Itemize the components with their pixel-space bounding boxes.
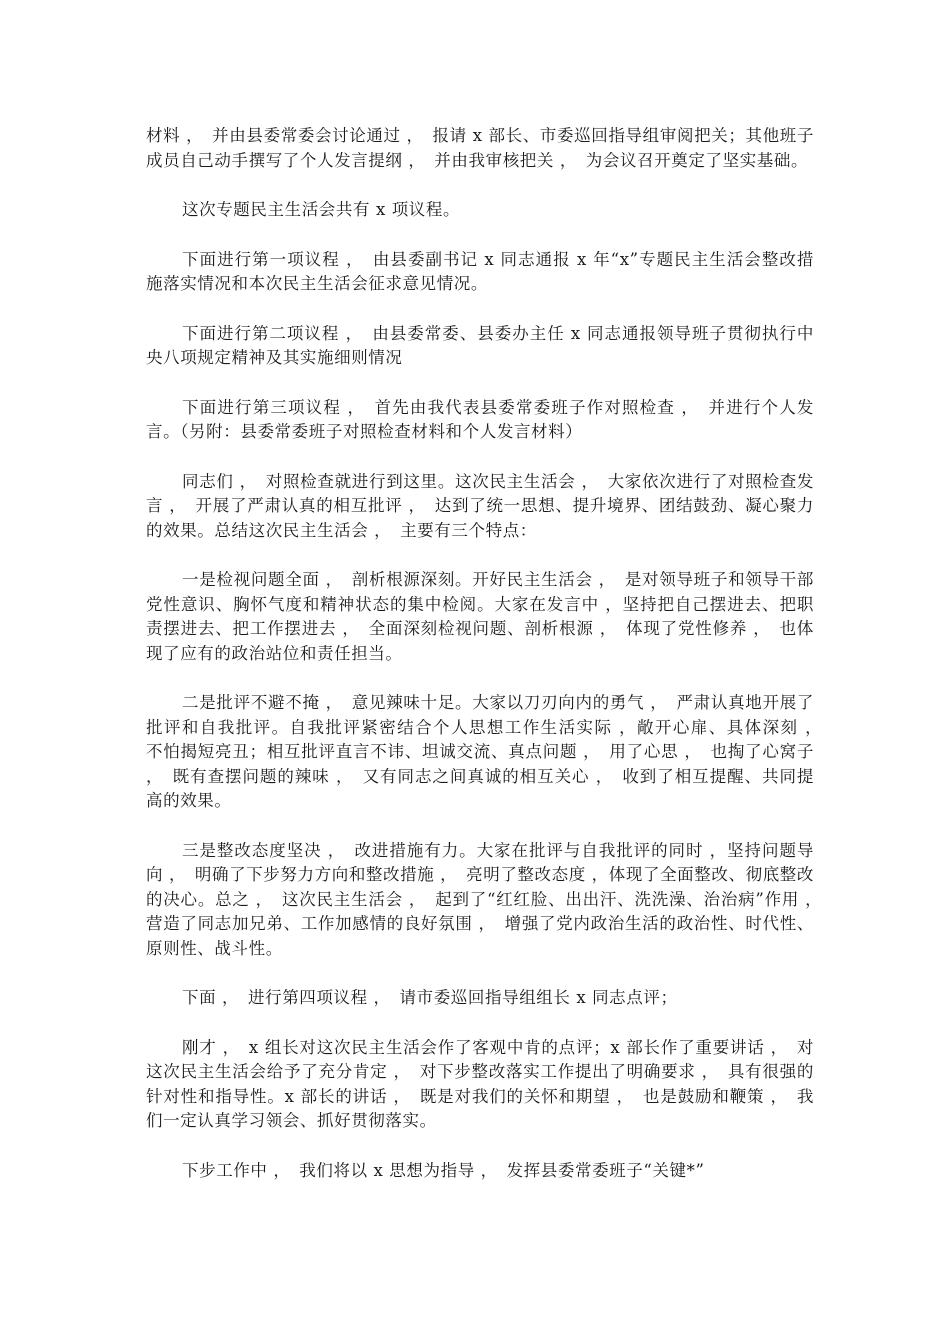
- paragraph: 二是批评不避不掩 ， 意见辣味十足。大家以刀刃向内的勇气 ， 严肃认真地开展了批评和自我批评。自我批评紧密结合个人思想工作生活实际 ，敞开心扉、具体深刻 ， 不怕揭短亮丑；相互批评直言不讳、坦诚交流、真点问题 ， 用了心思 ， 也掏了心窝子 ， 既有查摆问题的辣味 ， 又有同志之间真诚的相互关心 ， 收到了相互提醒、共同提高的效果。: [146, 693, 832, 810]
- paragraph: 材料 ， 并由县委常委会讨论通过 ， 报请 x 部长、市委巡回指导组审阅把关；其他班子成员自己动手撰写了个人发言提纲 ， 并由我审核把关 ， 为会议召开奠定了坚实基础。: [146, 126, 814, 170]
- paragraph: 下面 ， 进行第四项议程 ， 请市委巡回指导组组长 x 同志点评；: [182, 988, 678, 1007]
- paragraph: 下面进行第一项议程 ， 由县委副书记 x 同志通报 x 年“x”专题民主生活会整改措施落实情况和本次民主生活会征求意见情况。: [146, 249, 814, 293]
- paragraph: 下面进行第二项议程 ， 由县委常委、县委办主任 x 同志通报领导班子贯彻执行中央八项规定精神及其实施细则情况: [146, 323, 814, 367]
- paragraph: 同志们 ， 对照检查就进行到这里。这次民主生活会 ， 大家依次进行了对照检查发言 ， 开展了严肃认真的相互批评 ， 达到了统一思想、提升境界、团结鼓劲、凝心聚力的效果。总结这次民主生活会 ， 主要有三个特点：: [146, 471, 814, 540]
- paragraph: 下步工作中 ， 我们将以 x 思想为指导 ， 发挥县委常委班子“关键*”: [182, 1160, 705, 1180]
- paragraph: 这次专题民主生活会共有 x 项议程。: [182, 200, 461, 219]
- paragraph: 一是检视问题全面 ， 剖析根源深刻。开好民主生活会 ， 是对领导班子和领导干部党性意识、胸怀气度和精神状态的集中检阅。大家在发言中 ，坚持把自己摆进去、把职责摆进去、把工作摆进去 ， 全面深刻检视问题、剖析根源 ， 体现了党性修养 ， 也体现了应有的政治站位和责任担当。: [146, 570, 814, 663]
- document-body: [146, 124, 832, 1183]
- paragraph: 三是整改态度坚决 ， 改进措施有力。大家在批评与自我批评的同时 ，坚持问题导向 ， 明确了下步努力方向和整改措施 ， 亮明了整改态度 ，体现了全面整改、彻底整改的决心。总之 ， 这次民主生活会 ， 起到了“红红脸、出出汗、洗洗澡、治治病”作用 ， 营造了同志加兄弟、工作加感情的良好氛围 ， 增强了党内政治生活的政治性、时代性、原则性、战斗性。: [146, 840, 832, 958]
- paragraph: 刚才 ， x 组长对这次民主生活会作了客观中肯的点评；x 部长作了重要讲话 ， 对这次民主生活会给予了充分肯定 ， 对下步整改落实工作提出了明确要求 ， 具有很强的针对性和指导性。x 部长的讲话 ， 既是对我们的关怀和期望 ， 也是鼓励和鞭策 ， 我们一定认真学习领会、抓好贯彻落实。: [146, 1037, 814, 1130]
- paragraph: 下面进行第三项议程 ， 首先由我代表县委常委班子作对照检查 ， 并进行个人发言。（另附：县委常委班子对照检查材料和个人发言材料）: [146, 397, 814, 441]
